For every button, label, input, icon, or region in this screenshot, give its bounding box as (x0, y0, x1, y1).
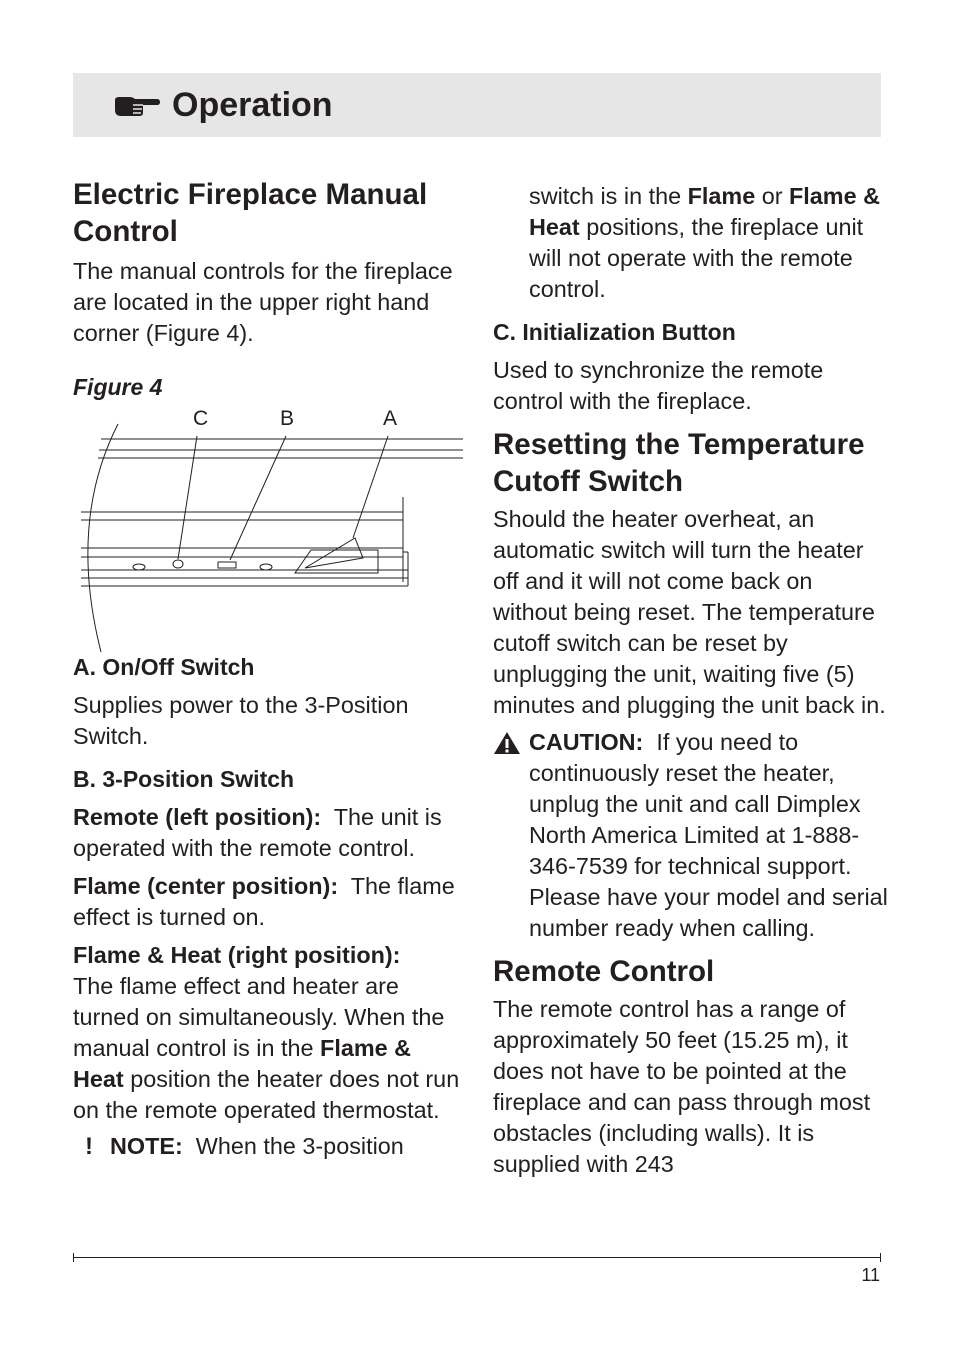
note-continuation: switch is in the Flame or Flame & Heat positions, the fireplace unit will not operate with the remote control. (529, 183, 881, 302)
remote-control-text: The remote control has a range of approximately 50 feet (15.25 m), it does not have to be pointed at the fireplace and can pass through most obstacles (including walls). It is supplied with 243 (493, 996, 871, 1177)
reset-text: Should the heater overheat, an automatic switch will turn the heater off and it will not come back on without being reset. The temperature cutoff switch can be reset by unplugging the unit, waiting five (5) minutes and plugging the unit back in. (493, 506, 886, 718)
callout-a: A (383, 407, 398, 430)
page-number: 11 (861, 1265, 880, 1285)
initialization-button-text: Used to synchronize the remote control with the fireplace. (493, 357, 824, 414)
remote-position-text: Remote (left position): The unit is operated with the remote control. (73, 804, 442, 861)
callout-b: B (280, 407, 295, 430)
figure-label: Figure 4 (73, 374, 163, 400)
flame-heat-position-text: Flame & Heat (right position): The flame effect and heater are turned on simultaneously. When the manual control is in the Flame & Heat position the heater does not run on the remote operated thermostat. (73, 942, 460, 1123)
callout-c: C (193, 407, 209, 430)
warning-icon (493, 731, 521, 755)
on-off-switch-text: Supplies power to the 3-Position Switch. (73, 692, 409, 749)
manual-control-intro: The manual controls for the fireplace are located in the upper right hand corner (Figure 4). (73, 258, 453, 346)
note-icon: ! (85, 1133, 93, 1160)
page-title: Operation (172, 86, 333, 124)
flame-position-text: Flame (center position): The flame effect is turned on. (73, 873, 455, 930)
note-text: ! NOTE: When the 3-position (85, 1133, 404, 1160)
right-column (493, 176, 888, 1180)
footer-rule-tick-right (880, 1253, 881, 1262)
section-banner (73, 73, 881, 137)
three-position-title: B. 3-Position Switch (73, 766, 295, 792)
initialization-button-title: C. Initialization Button (493, 319, 736, 345)
manual-control-heading: Electric Fireplace Manual Control (73, 178, 428, 248)
figure-4-diagram (73, 402, 468, 652)
left-column (73, 176, 468, 1162)
pointing-hand-icon (113, 94, 161, 118)
reset-heading: Resetting the Temperature Cutoff Switch (493, 428, 865, 498)
remote-control-heading: Remote Control (493, 955, 715, 988)
on-off-switch-title: A. On/Off Switch (73, 654, 255, 680)
caution-text: CAUTION: If you need to continuously reset the heater, unplug the unit and call Dimplex North America Limited at 1-888-346-7539 for technical support. Please have your model and serial number ready when calling. (493, 727, 888, 944)
footer-rule (73, 1257, 881, 1258)
footer-rule-tick-left (73, 1253, 74, 1262)
